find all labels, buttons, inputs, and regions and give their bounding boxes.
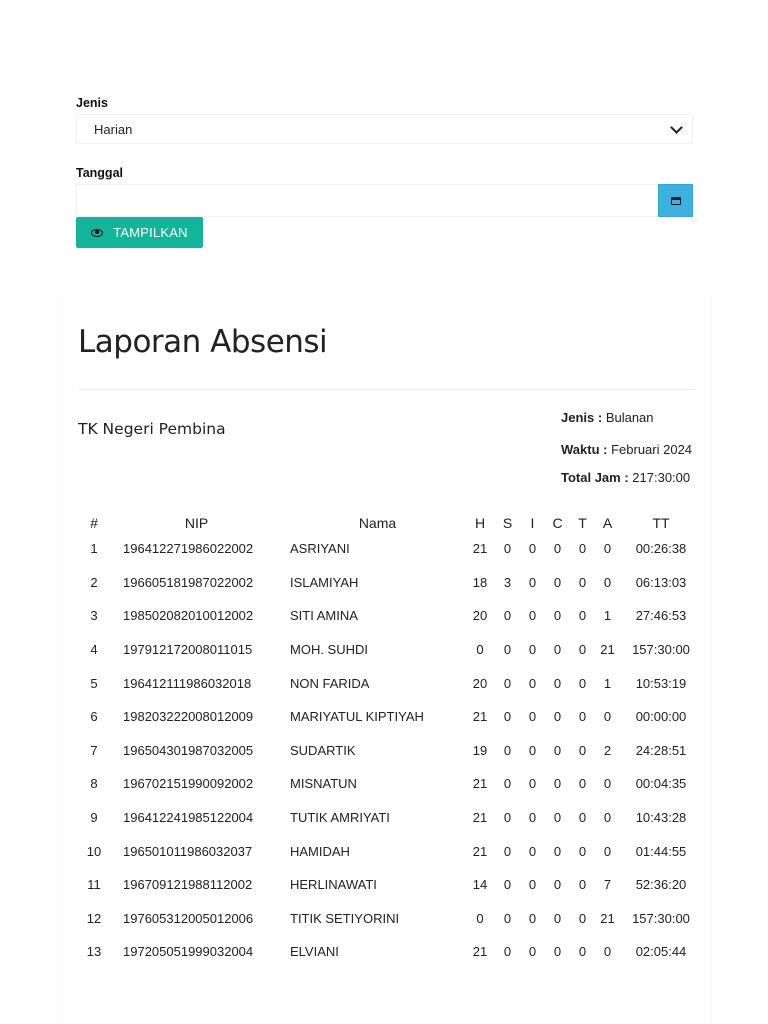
table-row [78, 700, 702, 734]
cell-nama: SUDARTIK [290, 742, 356, 758]
tampilkan-button-label: TAMPILKAN [113, 225, 188, 240]
cell-tt: 10:43:28 [635, 810, 687, 826]
cell-no: 9 [90, 810, 98, 826]
cell-a: 1 [603, 608, 612, 624]
report-jenis-label: Jenis : [561, 410, 603, 425]
cell-t: 0 [578, 541, 587, 557]
report-waktu [561, 442, 692, 457]
title-divider [78, 389, 695, 390]
cell-no: 11 [87, 877, 101, 893]
cell-i: 0 [528, 608, 537, 624]
cell-nip: 196412241985122004 [123, 810, 254, 826]
cell-a: 0 [603, 944, 612, 960]
cell-t: 0 [578, 776, 587, 792]
cell-i: 0 [528, 776, 537, 792]
table-row [78, 734, 702, 768]
cell-c: 0 [553, 608, 562, 624]
cell-s: 0 [503, 877, 512, 893]
cell-s: 0 [503, 541, 512, 557]
tanggal-input-group [76, 184, 693, 217]
col-header-nama: Nama [358, 515, 397, 531]
cell-h: 21 [472, 810, 488, 826]
cell-tt: 01:44:55 [635, 843, 687, 859]
report-title: Laporan Absensi [78, 324, 328, 360]
col-header-c: C [552, 515, 563, 531]
cell-i: 0 [528, 742, 537, 758]
cell-tt: 157:30:00 [632, 642, 690, 658]
cell-t: 0 [578, 574, 587, 590]
cell-tt: 00:04:35 [635, 776, 687, 792]
table-row [78, 666, 702, 700]
cell-no: 8 [90, 776, 98, 792]
cell-a: 21 [600, 642, 615, 658]
cell-tt: 06:13:03 [635, 574, 687, 590]
cell-no: 13 [86, 944, 102, 960]
cell-nip: 196709121988112002 [123, 877, 253, 893]
col-header-i: I [530, 515, 535, 531]
cell-tt: 00:00:00 [635, 709, 687, 725]
cell-no: 12 [86, 910, 102, 926]
eye-icon [91, 229, 103, 237]
cell-tt: 157:30:00 [632, 910, 690, 926]
cell-no: 6 [90, 709, 98, 725]
cell-a: 0 [603, 574, 612, 590]
cell-tt: 24:28:51 [635, 742, 687, 758]
cell-nip: 197912172008011015 [123, 642, 253, 658]
report-waktu-label: Waktu : [561, 442, 608, 457]
cell-nip: 196702151990092002 [123, 776, 254, 792]
cell-nama: TUTIK AMRIYATI [290, 810, 390, 826]
cell-nama: SITI AMINA [290, 608, 358, 624]
cell-a: 1 [603, 675, 612, 691]
cell-c: 0 [553, 642, 562, 658]
cell-nama: MARIYATUL KIPTIYAH [290, 709, 424, 725]
cell-no: 5 [90, 675, 98, 691]
cell-c: 0 [553, 541, 562, 557]
cell-s: 0 [503, 608, 512, 624]
cell-t: 0 [578, 642, 587, 658]
table-row [78, 834, 702, 868]
cell-no: 10 [86, 843, 102, 859]
cell-c: 0 [553, 574, 562, 590]
cell-s: 3 [503, 574, 512, 590]
cell-no: 4 [90, 642, 98, 658]
cell-s: 0 [503, 642, 512, 658]
cell-i: 0 [528, 843, 537, 859]
table-row [78, 599, 702, 633]
tanggal-input[interactable] [76, 184, 658, 217]
calendar-icon [671, 197, 681, 205]
cell-h: 18 [472, 574, 488, 590]
table-header-row [78, 514, 702, 532]
cell-a: 2 [603, 742, 612, 758]
cell-a: 0 [603, 541, 612, 557]
cell-nama: HERLINAWATI [290, 877, 377, 893]
cell-s: 0 [503, 944, 512, 960]
cell-t: 0 [578, 810, 587, 826]
table-row [78, 532, 702, 566]
cell-s: 0 [503, 910, 512, 926]
cell-t: 0 [578, 910, 587, 926]
col-header-h: H [474, 515, 486, 531]
cell-i: 0 [528, 574, 537, 590]
cell-t: 0 [578, 608, 587, 624]
cell-c: 0 [553, 810, 562, 826]
cell-t: 0 [578, 709, 587, 725]
col-header-no: # [90, 515, 98, 531]
cell-nip: 197605312005012006 [123, 910, 254, 926]
report-jenis [561, 410, 654, 425]
cell-i: 0 [528, 810, 537, 826]
cell-c: 0 [553, 843, 562, 859]
cell-i: 0 [528, 675, 537, 691]
cell-c: 0 [553, 910, 562, 926]
report-jenis-value: Bulanan [605, 410, 654, 425]
cell-a: 0 [603, 776, 612, 792]
cell-no: 3 [90, 608, 98, 624]
cell-no: 7 [90, 742, 98, 758]
school-name: TK Negeri Pembina [78, 420, 226, 438]
cell-h: 20 [472, 675, 488, 691]
cell-nama: MOH. SUHDI [290, 642, 368, 658]
cell-i: 0 [528, 642, 537, 658]
cell-h: 20 [472, 608, 488, 624]
cell-t: 0 [578, 877, 587, 893]
jenis-select[interactable] [76, 114, 693, 144]
cell-t: 0 [578, 675, 587, 691]
table-row [78, 633, 702, 667]
filter-form [76, 96, 693, 248]
cell-tt: 27:46:53 [635, 608, 687, 624]
cell-c: 0 [553, 675, 562, 691]
col-header-a: A [602, 515, 613, 531]
report-total-value: 217:30:00 [632, 470, 691, 485]
cell-nama: ASRIYANI [290, 541, 350, 557]
cell-no: 2 [90, 574, 98, 590]
cell-c: 0 [553, 944, 562, 960]
table-row [78, 801, 702, 835]
cell-t: 0 [578, 742, 587, 758]
cell-a: 21 [600, 910, 615, 926]
cell-nip: 196501011986032037 [123, 843, 253, 859]
cell-nip: 198203222008012009 [123, 709, 254, 725]
col-header-s: S [502, 515, 513, 531]
cell-h: 21 [472, 843, 488, 859]
calendar-button[interactable] [658, 184, 693, 217]
cell-nama: MISNATUN [290, 776, 357, 792]
cell-c: 0 [553, 877, 562, 893]
cell-nama: NON FARIDA [290, 675, 370, 691]
cell-t: 0 [578, 944, 587, 960]
cell-h: 0 [476, 642, 484, 658]
cell-h: 14 [472, 877, 488, 893]
cell-i: 0 [528, 877, 537, 893]
cell-h: 21 [472, 541, 488, 557]
table-row [78, 767, 702, 801]
cell-s: 0 [503, 843, 512, 859]
cell-tt: 52:36:20 [635, 877, 687, 893]
report-panel [58, 296, 712, 1024]
cell-t: 0 [578, 843, 587, 859]
report-total-jam [561, 470, 690, 485]
report-total-label: Total Jam : [561, 470, 629, 485]
cell-h: 21 [472, 709, 488, 725]
cell-tt: 10:53:19 [635, 675, 687, 691]
chevron-down-icon [670, 121, 683, 134]
cell-nama: HAMIDAH [290, 843, 350, 859]
cell-i: 0 [528, 541, 537, 557]
cell-a: 0 [603, 709, 612, 725]
cell-c: 0 [553, 709, 562, 725]
cell-i: 0 [528, 709, 537, 725]
table-row [78, 566, 702, 600]
cell-s: 0 [503, 675, 512, 691]
table-row [78, 868, 702, 902]
cell-h: 0 [476, 910, 484, 926]
col-header-tt: TT [652, 515, 670, 531]
report-waktu-value: Februari 2024 [611, 442, 693, 457]
cell-c: 0 [553, 776, 562, 792]
cell-i: 0 [528, 944, 537, 960]
cell-tt: 02:05:44 [635, 944, 687, 960]
cell-c: 0 [553, 742, 562, 758]
table-row [78, 935, 702, 969]
jenis-selected-value: Harian [94, 121, 133, 137]
cell-i: 0 [528, 910, 537, 926]
cell-nip: 196412111986032018 [123, 675, 252, 691]
cell-h: 21 [472, 944, 488, 960]
tampilkan-button[interactable] [76, 217, 203, 248]
cell-nip: 196504301987032005 [123, 742, 254, 758]
cell-nama: ELVIANI [290, 944, 339, 960]
cell-nama: ISLAMIYAH [290, 574, 359, 590]
cell-s: 0 [503, 742, 512, 758]
table-row [78, 902, 702, 936]
cell-s: 0 [503, 810, 512, 826]
cell-h: 19 [472, 742, 488, 758]
cell-nip: 196412271986022002 [123, 541, 254, 557]
cell-a: 7 [603, 877, 612, 893]
cell-nip: 197205051999032004 [123, 944, 254, 960]
cell-tt: 00:26:38 [635, 541, 687, 557]
cell-nip: 196605181987022002 [123, 574, 254, 590]
cell-nip: 198502082010012002 [123, 608, 254, 624]
cell-s: 0 [503, 709, 512, 725]
cell-a: 0 [603, 843, 612, 859]
cell-s: 0 [503, 776, 512, 792]
col-header-t: T [578, 515, 587, 531]
jenis-label: Jenis [76, 96, 108, 110]
col-header-nip: NIP [184, 515, 209, 531]
cell-no: 1 [90, 541, 98, 557]
cell-nama: TITIK SETIYORINI [290, 910, 400, 926]
cell-h: 21 [472, 776, 488, 792]
attendance-table [78, 514, 702, 969]
cell-a: 0 [603, 810, 612, 826]
tanggal-label: Tanggal [76, 166, 123, 180]
